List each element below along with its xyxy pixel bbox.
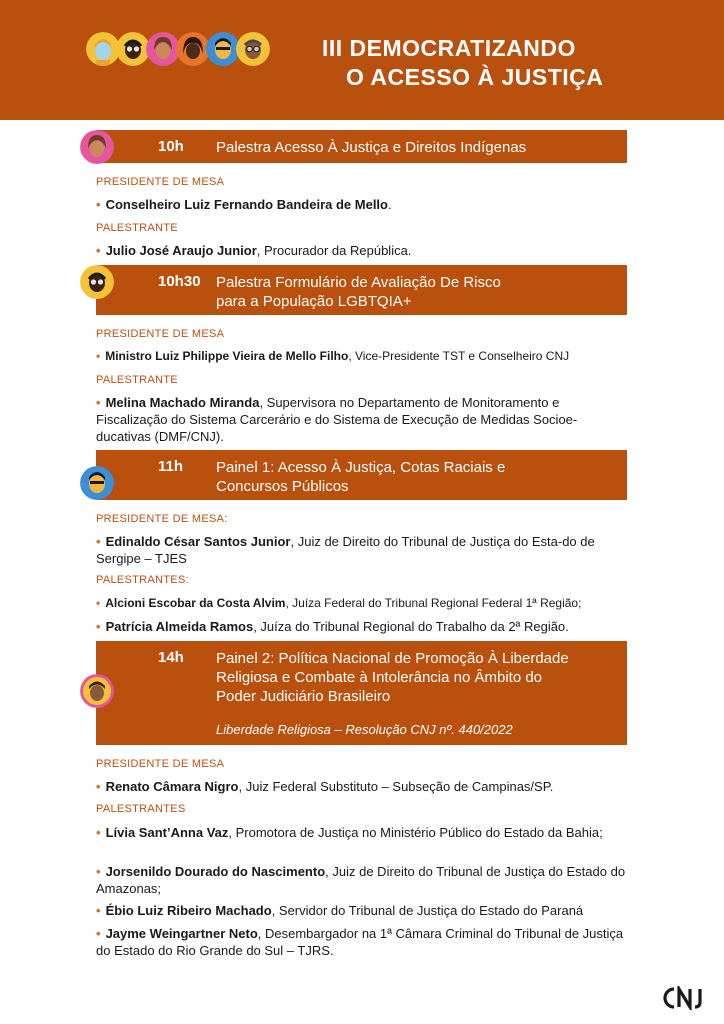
- speaker-item: • Julio José Araujo Junior, Procurador da República.: [96, 243, 412, 258]
- face-yellow-glasses-icon: [236, 32, 270, 66]
- speaker-item: • Ébio Luiz Ribeiro Machado, Servidor do Tribunal de Justiça do Estado do Paraná: [96, 903, 584, 918]
- session-time: 11h: [158, 458, 184, 475]
- session-band-4: [96, 641, 627, 745]
- face-pink-icon: [80, 130, 114, 164]
- session-title: Palestra Formulário de Avaliação De Risco para a População LGBTQIA+: [216, 274, 501, 310]
- session-time: 10h: [158, 138, 184, 155]
- speaker-item: • Patrícia Almeida Ramos, Juíza do Tribunal Regional do Trabalho da 2ª Região.: [96, 619, 569, 634]
- face-yellow-icon: [86, 32, 120, 66]
- face-blue-icon: [206, 32, 240, 66]
- session-band-1: [96, 130, 627, 163]
- speaker-item: • Melina Machado Miranda, Supervisora no Departamento de Monitoramento e Fiscalização do Sistema Carcerário e do Sistema de Execução de Medidas Socioe-ducativas (DMF/CNJ).: [96, 395, 578, 444]
- title-line1: III DEMOCRATIZANDO: [322, 35, 576, 61]
- session-title: Palestra Acesso À Justiça e Direitos Indígenas: [216, 139, 527, 156]
- speaker-label: PALESTRANTE: [96, 222, 178, 234]
- header-banner: [0, 0, 724, 120]
- cnj-logo: [662, 986, 708, 1010]
- session-time: 10h30: [158, 273, 201, 290]
- speaker-item: • Jayme Weingartner Neto, Desembargador na 1ª Câmara Criminal do Tribunal de Justiça do Estado do Rio Grande do Sul – TJRS.: [96, 926, 624, 958]
- president-label: PRESIDENTE DE MESA: [96, 328, 225, 340]
- face-glasses-icon: [116, 32, 150, 66]
- president-label: PRESIDENTE DE MESA: [96, 176, 225, 188]
- president-item: • Ministro Luiz Philippe Vieira de Mello Filho, Vice-Presidente TST e Conselheiro CNJ: [96, 349, 570, 363]
- session-band-3: [96, 450, 627, 500]
- speaker-item: • Alcioni Escobar da Costa Alvim, Juíza Federal do Tribunal Regional Federal 1ª Região;: [96, 596, 582, 610]
- speaker-item: • Lívia Sant’Anna Vaz, Promotora de Justiça no Ministério Público do Estado da Bahia;: [96, 825, 603, 840]
- speaker-label: PALESTRANTES: [96, 803, 186, 815]
- president-item: • Renato Câmara Nigro, Juiz Federal Substituto – Subseção de Campinas/SP.: [96, 779, 554, 794]
- president-item: • Conselheiro Luiz Fernando Bandeira de Mello.: [96, 197, 392, 212]
- session-time: 14h: [158, 649, 184, 666]
- face-glasses-icon: [80, 265, 114, 299]
- speaker-item: • Jorsenildo Dourado do Nascimento, Juiz de Direito do Tribunal de Justiça do Estado do Amazonas;: [96, 864, 626, 896]
- session-subtitle: Liberdade Religiosa – Resolução CNJ nº. 440/2022: [216, 722, 513, 737]
- speaker-label: PALESTRANTE: [96, 374, 178, 386]
- face-orange-icon: [176, 32, 210, 66]
- president-label: PRESIDENTE DE MESA: [96, 758, 225, 770]
- president-item: • Edinaldo César Santos Junior, Juiz de Direito do Tribunal de Justiça do Esta-do de Sergipe – TJES: [96, 534, 595, 566]
- president-label: PRESIDENTE DE MESA:: [96, 513, 228, 525]
- speaker-label: PALESTRANTES:: [96, 574, 189, 586]
- session-title: Painel 1: Acesso À Justiça, Cotas Raciais e Concursos Públicos: [216, 459, 506, 495]
- session-title: Painel 2: Política Nacional de Promoção À Liberdade Religiosa e Combate à Intolerância no Âmbito do Poder Judiciário Brasileiro: [216, 650, 569, 705]
- title-line2: O ACESSO À JUSTIÇA: [346, 64, 604, 90]
- face-blue-icon: [80, 466, 114, 500]
- session-band-2: [96, 265, 627, 315]
- face-yellow-icon: [80, 674, 114, 708]
- face-pink-icon: [146, 32, 180, 66]
- page-title: [322, 34, 603, 92]
